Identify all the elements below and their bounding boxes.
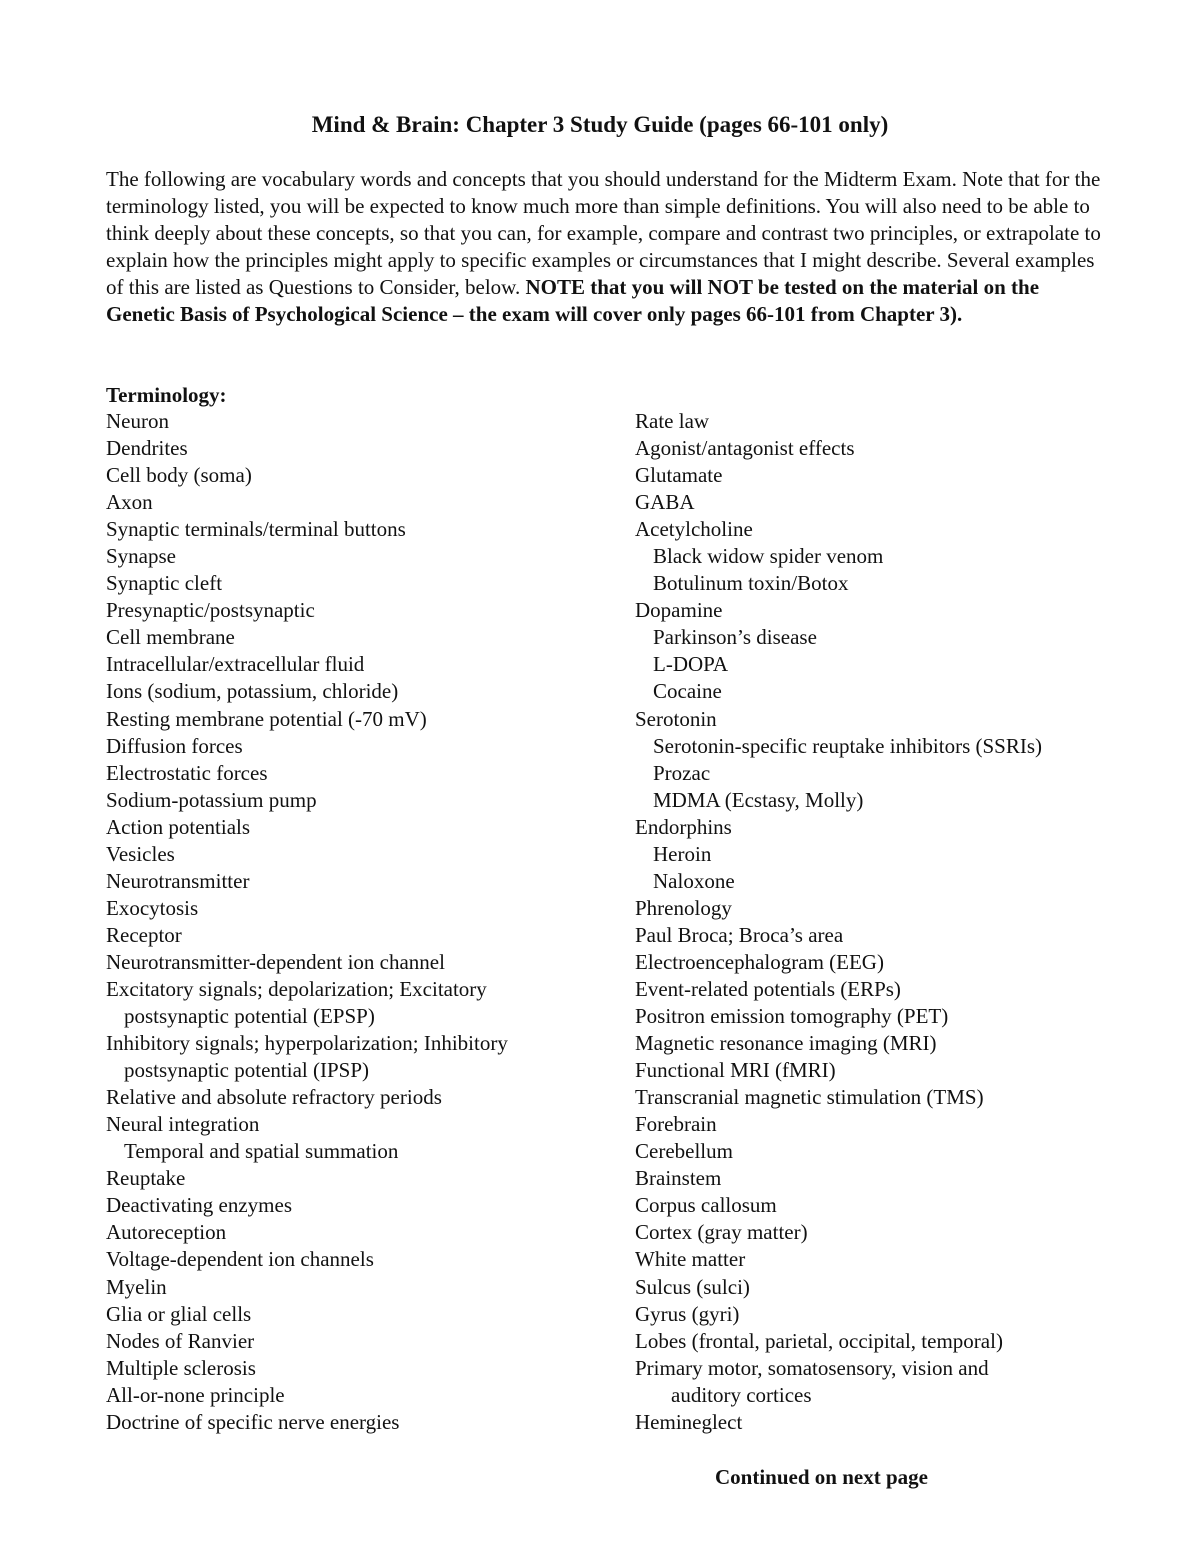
term-item: Glutamate [635,463,723,488]
term-item: GABA [635,490,695,515]
term-item: Heroin [653,841,712,866]
term-item: Transcranial magnetic stimulation (TMS) [635,1085,984,1110]
term-item: Myelin [106,1274,167,1299]
continued-note: Continued on next page [715,1465,928,1489]
term-item: Multiple sclerosis [106,1355,256,1380]
term-item: Receptor [106,922,182,947]
term-item: Autoreception [106,1220,227,1245]
term-item: Action potentials [106,814,251,839]
term-item: Phrenology [635,895,732,920]
term-item: Deactivating enzymes [106,1193,293,1218]
term-item: Cell membrane [106,625,235,650]
term-item: Cerebellum [635,1139,733,1164]
term-item: Magnetic resonance imaging (MRI) [635,1031,937,1056]
intro-paragraph [106,166,1106,328]
term-item: postsynaptic potential (IPSP) [124,1058,369,1083]
term-item: Cell body (soma) [106,463,252,488]
term-item: Gyrus (gyri) [635,1301,740,1326]
term-item: Acetylcholine [635,517,753,542]
term-item: Primary motor, somatosensory, vision and [635,1355,989,1380]
terms-list-right [635,408,1155,1436]
term-item: Synaptic cleft [106,571,223,596]
term-item: Electroencephalogram (EEG) [635,949,884,974]
term-item: Naloxone [653,868,735,893]
term-item: Neurotransmitter [106,868,250,893]
term-item: Synaptic terminals/terminal buttons [106,517,406,542]
term-item: Hemineglect [635,1409,743,1434]
term-item: MDMA (Ecstasy, Molly) [653,787,864,812]
term-item: Prozac [653,760,711,785]
term-item: Dendrites [106,436,188,461]
term-item: Neurotransmitter-dependent ion channel [106,949,445,974]
term-item: Corpus callosum [635,1193,777,1218]
term-item: Lobes (frontal, parietal, occipital, temporal) [635,1328,1003,1353]
term-item: Serotonin [635,706,717,731]
term-item: Sodium-potassium pump [106,787,317,812]
term-item: Cocaine [653,679,722,704]
term-item: Neural integration [106,1112,260,1137]
intro-note: NOTE that you will NOT be tested on the material on the Genetic Basis of Psychological Science – the exam will cover only pages 66-101 from Chapter 3). [106,275,1040,326]
term-item: Exocytosis [106,895,199,920]
term-item: Nodes of Ranvier [106,1328,255,1353]
term-item: Event-related potentials (ERPs) [635,976,901,1001]
term-item: Cortex (gray matter) [635,1220,808,1245]
term-item: Excitatory signals; depolarization; Excitatory [106,976,487,1001]
terms-list-left [106,408,606,1436]
term-item: Forebrain [635,1112,717,1137]
term-item: Functional MRI (fMRI) [635,1058,836,1083]
term-item: Electrostatic forces [106,760,268,785]
term-item: Voltage-dependent ion channels [106,1247,374,1272]
term-item: Axon [106,490,153,515]
page-title: Mind & Brain: Chapter 3 Study Guide (pages 66-101 only) [311,112,889,137]
term-item: auditory cortices [671,1382,812,1407]
term-item: Temporal and spatial summation [124,1139,399,1164]
intro-text: The following are vocabulary words and concepts that you should understand for the Midterm Exam. Note that for the terminology listed, you will be expected to know much more than simple definitions. You will also need to be able to think deeply about these concepts, so that you can, for example, compare and contrast two principles, or extrapolate to explain how the principles might apply to specific examples or circumstances that I might describe. Several examples of this are listed as Questions to Consider, below. [106,167,1101,299]
term-item: Dopamine [635,598,723,623]
term-item: Inhibitory signals; hyperpolarization; Inhibitory [106,1031,508,1056]
term-item: Positron emission tomography (PET) [635,1004,949,1029]
term-item: Synapse [106,544,176,569]
terminology-heading: Terminology: [106,383,227,407]
term-item: All-or-none principle [106,1382,285,1407]
term-item: Serotonin-specific reuptake inhibitors (SSRIs) [653,733,1043,758]
term-item: Presynaptic/postsynaptic [106,598,315,623]
term-item: Ions (sodium, potassium, chloride) [106,679,399,704]
term-item: Rate law [635,409,710,433]
term-item: Parkinson’s disease [653,625,817,650]
term-item: Diffusion forces [106,733,243,758]
term-item: White matter [635,1247,746,1272]
term-item: Black widow spider venom [653,544,884,569]
term-item: L-DOPA [653,652,729,677]
term-item: Endorphins [635,814,732,839]
term-item: Sulcus (sulci) [635,1274,750,1299]
term-item: Brainstem [635,1166,722,1191]
term-item: postsynaptic potential (EPSP) [124,1004,375,1029]
term-item: Intracellular/extracellular fluid [106,652,365,677]
term-item: Paul Broca; Broca’s area [635,922,844,947]
term-item: Agonist/antagonist effects [635,436,855,461]
term-item: Glia or glial cells [106,1301,252,1326]
term-item: Reuptake [106,1166,186,1191]
term-item: Doctrine of specific nerve energies [106,1409,400,1434]
term-item: Resting membrane potential (-70 mV) [106,706,427,731]
term-item: Botulinum toxin/Botox [653,571,849,596]
term-item: Vesicles [106,841,175,866]
term-item: Neuron [106,409,169,433]
term-item: Relative and absolute refractory periods [106,1085,442,1110]
